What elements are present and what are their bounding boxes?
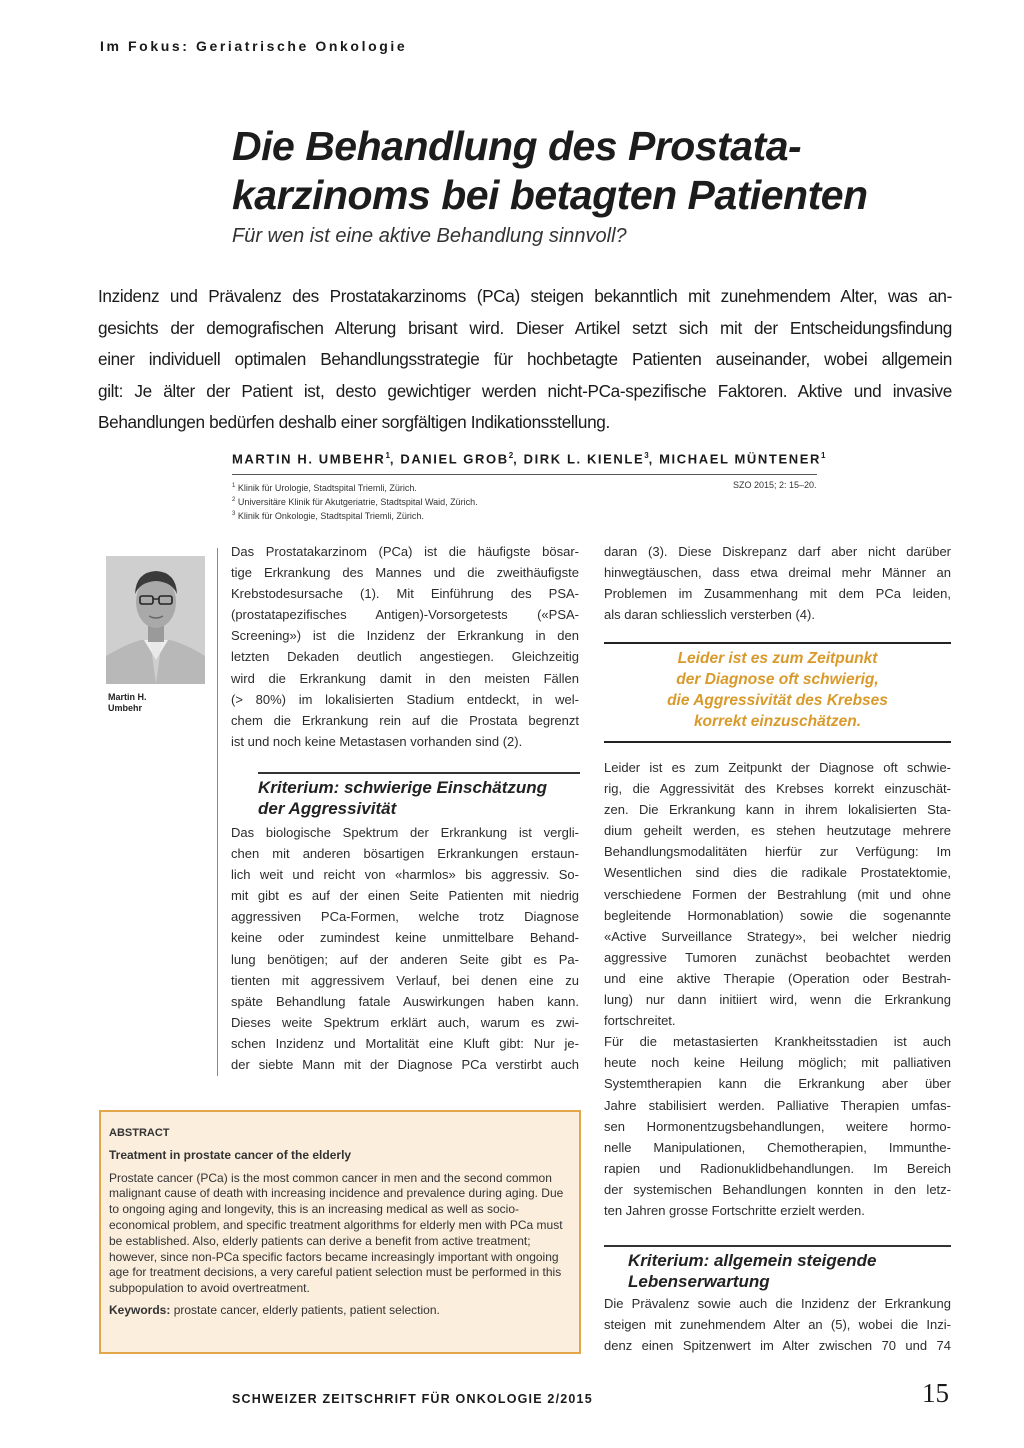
affiliation: $^1$ Klinik für Urologie, Stadtspital Triemli, Zürich. bbox=[232, 483, 417, 493]
affiliation: $^3$ Klinik für Onkologie, Stadtspital Triemli, Zürich. bbox=[232, 511, 424, 521]
lead-line: gilt: Je älter der Patient ist, desto gewichtiger werden nicht-PCa-spezifische Faktoren. Aktive und invasive bbox=[98, 380, 952, 401]
citation: SZO 2015; 2: 15–20. bbox=[733, 480, 817, 490]
subhead-rule bbox=[258, 772, 580, 774]
lead-line: einer individuell optimalen Behandlungsstrategie für hochbetagte Patienten auseinander, wobei allgemein bbox=[98, 349, 952, 370]
section-label: Im Fokus: Geriatrische Onkologie bbox=[100, 38, 408, 54]
abstract-heading: ABSTRACT bbox=[109, 1127, 170, 1139]
author-name: DIRK L. KIENLE bbox=[523, 451, 645, 467]
abstract-body: Prostate cancer (PCa) is the most common cancer in men and the second common malignant cause of death with increasing incidence and prevalence during aging. Due to ongoing aging and longevity, this is an increasing medical as well as socio-economical problem, and specific treatment algorithms for elderly men with PCa must be established. Also, elderly patients can derive a benefit from active treatment; however, since non-PCa specific factors became increasingly important with ongoing age for treatment decisions, a very careful patient selection must be performed in this subpopulation to avoid overtreatment. bbox=[109, 1170, 564, 1296]
photo-caption: Martin H. Umbehr bbox=[108, 692, 147, 713]
abstract-subtitle: Treatment in prostate cancer of the elderly bbox=[109, 1147, 352, 1162]
page-number: 15 bbox=[922, 1378, 949, 1408]
author-divider bbox=[232, 474, 817, 475]
subhead-rule bbox=[604, 1245, 951, 1247]
pullquote-rule bbox=[604, 741, 951, 743]
abstract-box bbox=[99, 1110, 581, 1354]
author-name: DANIEL GROB bbox=[400, 451, 509, 467]
affiliations bbox=[232, 480, 478, 522]
body-text-column: Das Prostatakarzinom (PCa) ist die häufigste bösar- tige Erkrankung des Mannes und die zweithäufigste Krebstodesursache (1). Mit Einführung des PSA- (prostatapezifisches Antigen)-Vorsorgetests («PSA- Screening») ist die Inzidenz der Erkrankung in den letzten Dekaden deutlich angestiegen. Gleichzeitig wird die Erkrankung damit in den meisten Fällen (> 80%) im lokalisierten Stadium entdeckt, in wel- chem die Erkrankung rein auf die Prostata begrenzt ist und noch keine Metastasen vorhanden sind (2). bbox=[231, 544, 579, 749]
body-text-column: Die Prävalenz sowie auch die Inzidenz der Erkrankung steigen mit zunehmendem Alter an (5), wobei die Inzi- denz einen Spitzenwert im Alter zwischen 70 und 74 bbox=[604, 1296, 951, 1354]
title-line: karzinoms bei betagten Patienten bbox=[232, 172, 868, 218]
lead-line: gesichts der demografischen Alterung brisant wird. Dieser Artikel setzt sich mit der Entscheidungsfindung bbox=[98, 317, 952, 338]
pullquote-rule bbox=[604, 642, 951, 644]
subheading: Kriterium: schwierige Einschätzung der Aggressivität bbox=[258, 778, 548, 818]
lead-line: Inzidenz und Prävalenz des Prostatakarzinoms (PCa) steigen bekanntlich mit zunehmendem Alter, was an- bbox=[98, 286, 952, 306]
subheading: Kriterium: allgemein steigende Lebenserwartung bbox=[628, 1251, 877, 1291]
article-title bbox=[232, 122, 972, 220]
lead-line: Behandlungen bedürfen deshalb einer sorgfältigen Indikationsstellung. bbox=[98, 412, 610, 433]
column-divider bbox=[217, 548, 218, 1076]
author-name: MARTIN H. UMBEHR bbox=[232, 451, 386, 467]
lead-paragraph bbox=[98, 281, 952, 439]
journal-footer: SCHWEIZER ZEITSCHRIFT FÜR ONKOLOGIE 2/2015 bbox=[232, 1392, 593, 1406]
pullquote: Leider ist es zum Zeitpunkt der Diagnose oft schwierig, die Aggressivität des Krebses korrekt einzuschätzen. bbox=[667, 650, 888, 730]
author-name: MICHAEL MÜNTENER bbox=[659, 451, 821, 467]
title-line: Die Behandlung des Prostata- bbox=[232, 123, 802, 169]
body-text-column: Das biologische Spektrum der Erkrankung ist vergli- chen mit anderen bösartigen Erkrankungen erstaun- lich weit und reicht von «harmlos» bis aggressiv. So- mit gibt es auf der einen Seite Patienten mit niedrig aggressiven PCa-Formen, welche trotz Diagnose keine oder zumindest keine unmittelbare Behand- lung benötigen; auf der anderen Seite gibt es Pa- tienten mit aggressivem Verlauf, bei denen eine zu späte Behandlung fatale Auswirkungen haben kann. Dieses weite Spektrum erklärt auch, warum es zwi- schen Inzidenz und Mortalität eine Kluft gibt: Nur je- der siebte Mann mit der Diagnose PCa verstirbt auch bbox=[231, 825, 579, 1073]
body-text-column: Leider ist es zum Zeitpunkt der Diagnose oft schwie- rig, die Aggressivität des Krebses korrekt einzuschät- zen. Die Erkrankung kann in ihrem lokalisierten Sta- dium geheilt werden, es stehen heutzutage mehrere Behandlungsmodalitäten hierfür zur Verfügung: Im Wesentlichen sind dies die radikale Prostatektomie, verschiedene Formen der Bestrahlung (mit und ohne begleitende Hormonablation) sowie die sogenannte «Active Surveillance Strategy», bei welcher niedrig aggressive Tumoren zunächst beobachtet werden und eine aktive Therapie (Operation oder Bestrah- lung) nur dann initiiert wird, wenn die Erkrankung fortschreitet. Für die metastasierten Krankheitsstadien ist auch heute noch keine Heilung möglich; mit palliativen Systemtherapien kann die Erkrankung aber über Jahre stabilisiert werden. Palliative Therapien umfas- sen Hormonentzugsbehandlungen, weitere hormo- nelle Manipulationen, Chemotherapien, Immunthe- rapien und Radionuklidbehandlungen. Im Bereich der systemischen Behandlungen konnten in den letz- ten Jahren grosse Fortschritte erzielt werden. bbox=[604, 760, 951, 1218]
affiliation: $^2$ Universitäre Klinik für Akutgeriatrie, Stadtspital Waid, Zürich. bbox=[232, 497, 478, 507]
author-photo bbox=[106, 556, 205, 684]
author-list: MARTIN H. UMBEHR$^1$, DANIEL GROB$^2$, DIRK L. KIENLE$^3$, MICHAEL MÜNTENER$^1$ bbox=[232, 451, 826, 467]
body-text-column: daran (3). Diese Diskrepanz darf aber nicht darüber hinwegtäuschen, dass etwa dreimal mehr Männer an Problemen im Zusammenhang mit dem PCa leiden, als daran schliesslich versterben (4). bbox=[604, 544, 951, 623]
abstract-keywords: Keywords: prostate cancer, elderly patients, patient selection. bbox=[109, 1302, 440, 1317]
article-subtitle: Für wen ist eine aktive Behandlung sinnvoll? bbox=[232, 225, 627, 247]
